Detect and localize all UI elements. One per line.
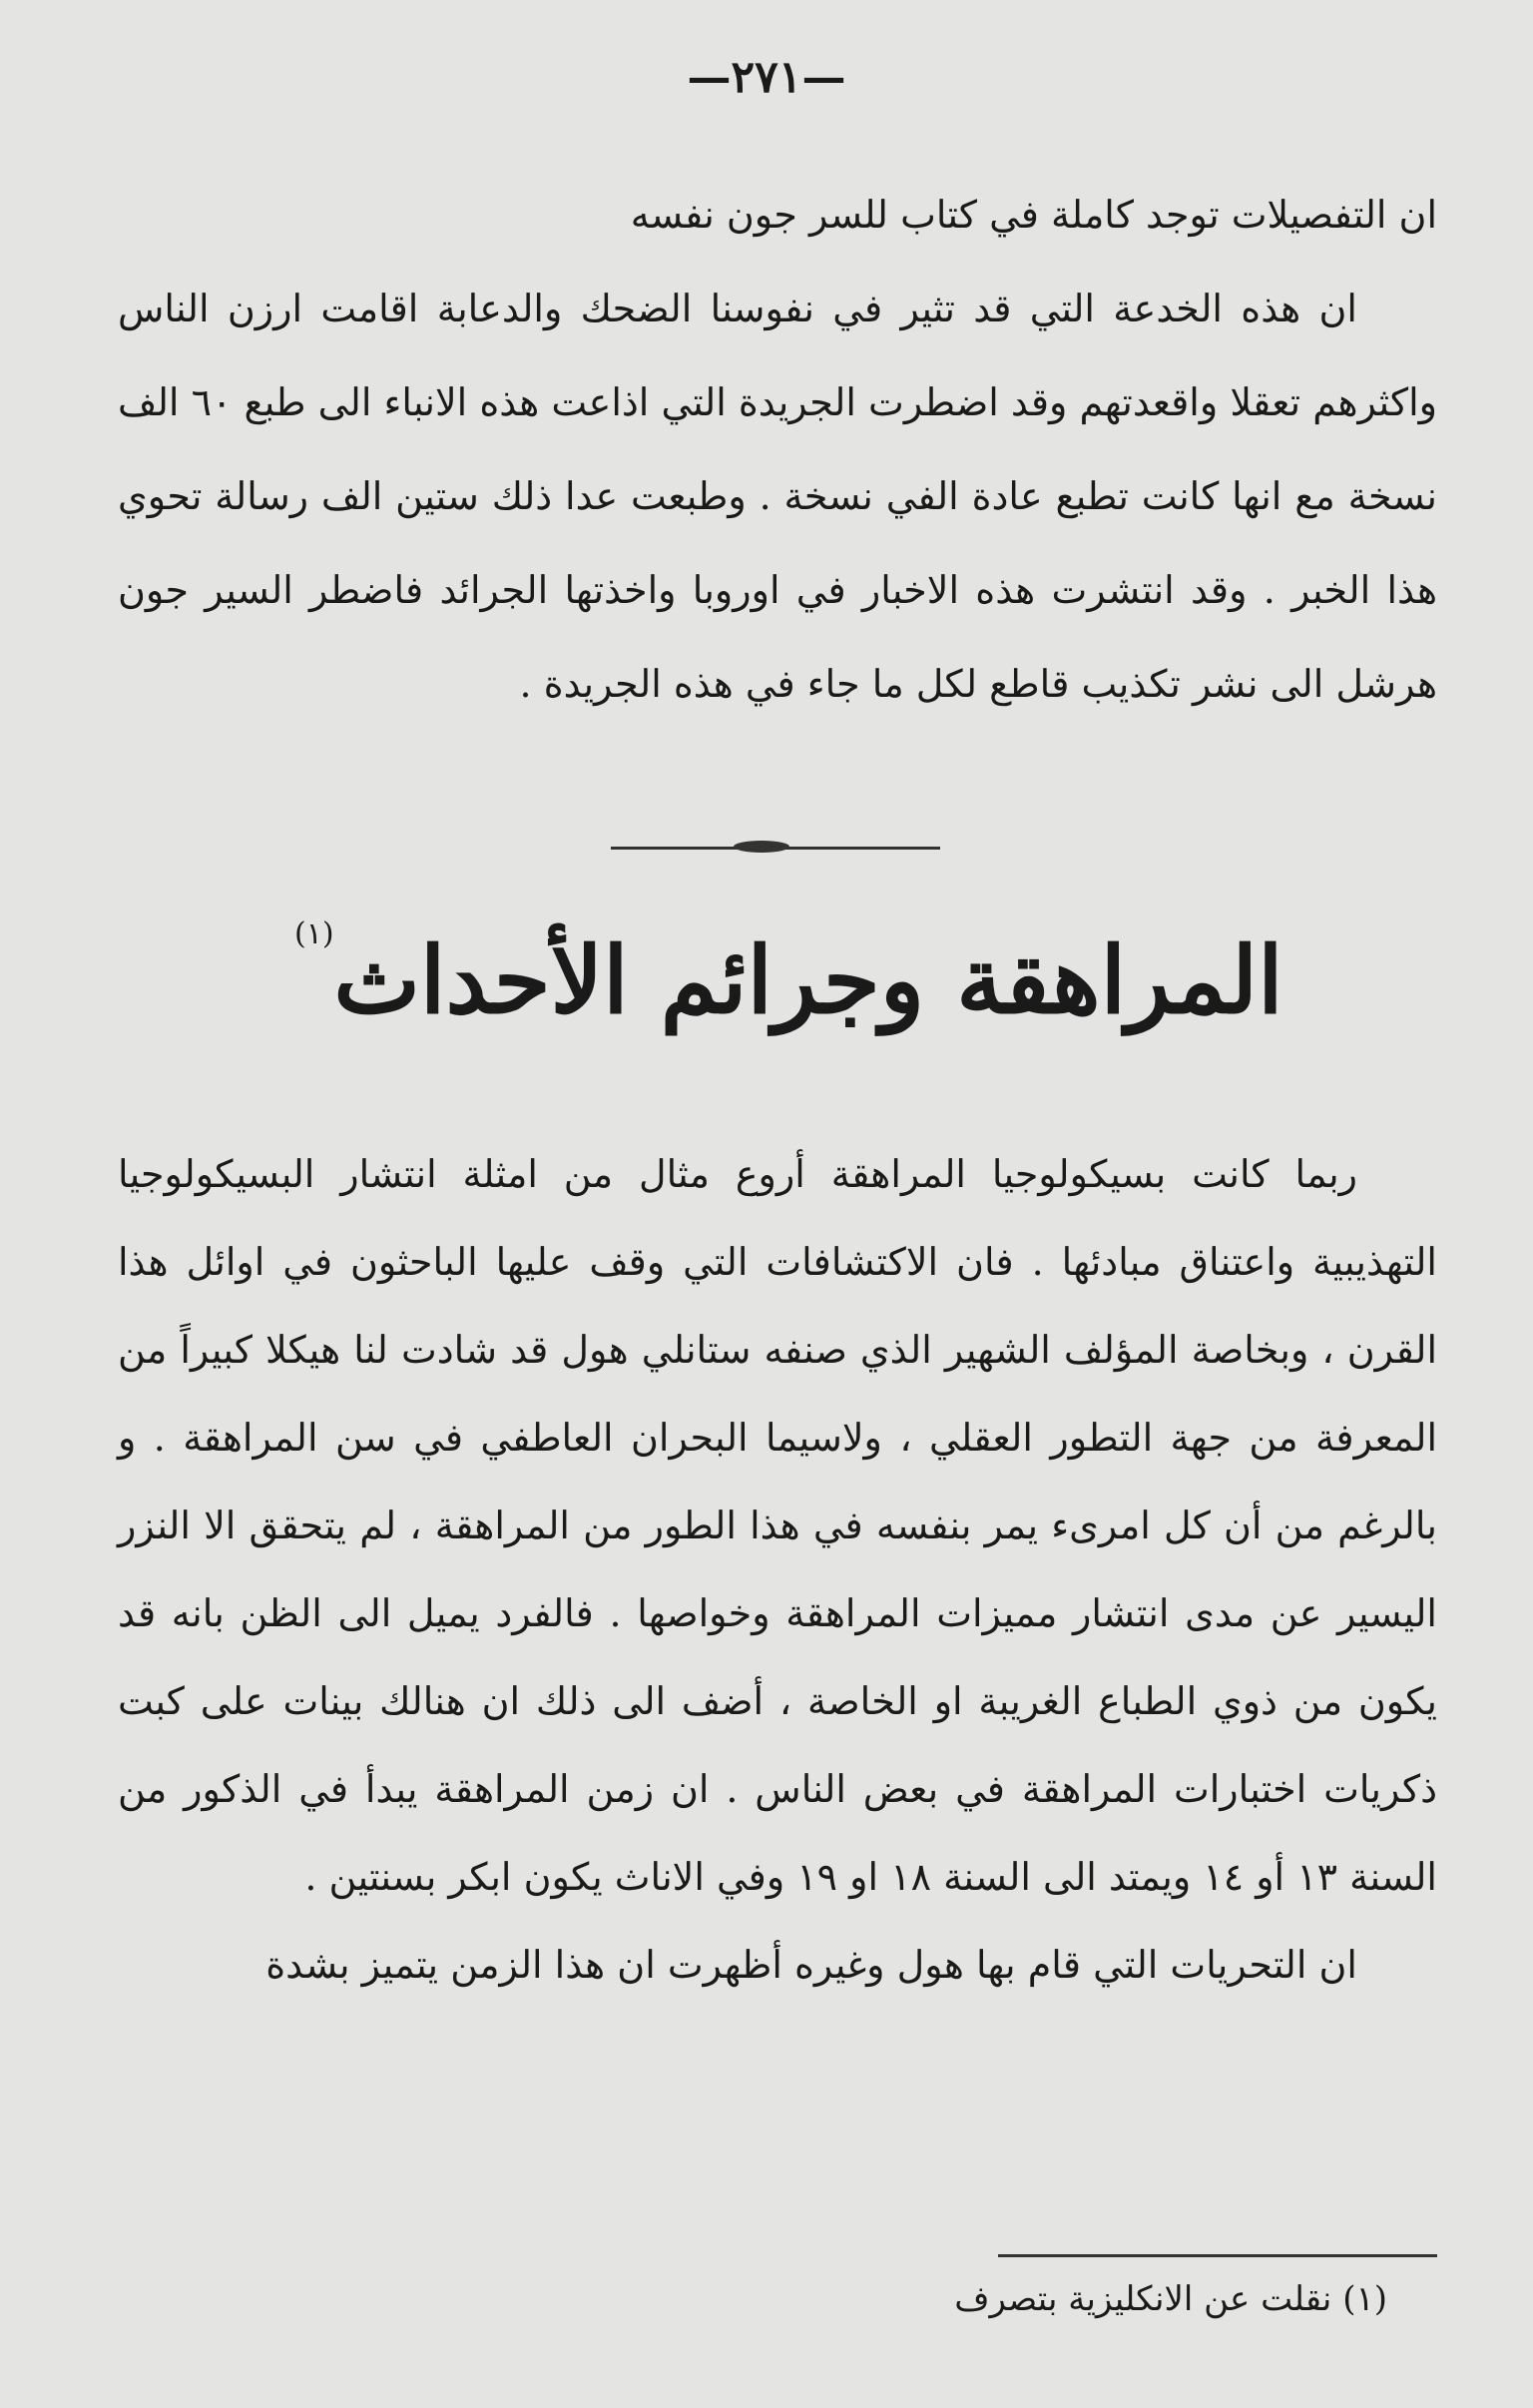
page-number: —٢٧١— [687, 52, 846, 103]
title-footnote-marker: (١) [294, 916, 334, 951]
paragraph-hoax: ان هذه الخدعة التي قد تثير في نفوسنا الضحك والدعابة اقامت ارزن الناس واكثرهم تعقلا واقعدتهم وقد اضطرت الجريدة التي اذاعت هذه الانباء الى طبع ٦٠ الف نسخة مع انها كانت تطبع عادة الفي نسخة . وطبعت عدا ذلك ستين الف رسالة تحوي هذا الخبر . وقد انتشرت هذه الاخبار في اوروبا واخذتها الجرائد فاضطر السير جون هرشل الى نشر تكذيب قاطع لكل ما جاء في هذه الجريدة . [118, 287, 1437, 706]
footnote: (١) نقلت عن الانكليزية بتصرف [954, 2279, 1387, 2319]
main-text-block [118, 1130, 1437, 2009]
top-text-block [118, 168, 1437, 731]
section-title: المراهقة وجرائم الأحداث [333, 926, 1283, 1034]
section-divider-ornament [734, 841, 789, 853]
paragraph-investigations: ان التحريات التي قام بها هول وغيره أظهرت ان هذا الزمن يتميز بشدة [265, 1943, 1357, 1987]
footnote-rule [998, 2254, 1437, 2257]
paragraph-adolescence: ربما كانت بسيكولوجيا المراهقة أروع مثال من امثلة انتشار البسيكولوجيا التهذيبية واعتناق مبادئها . فان الاكتشافات التي وقف عليها الباحثون في اوائل هذا القرن ، وبخاصة المؤلف الشهير الذي صنفه ستانلي هول قد شادت لنا هيكلا كبيراً من المعرفة من جهة التطور العقلي ، ولاسيما البحران العاطفي في سن المراهقة . و بالرغم من أن كل امرىء يمر بنفسه في هذا الطور من المراهقة ، لم يتحقق الا النزر اليسير عن مدى انتشار مميزات المراهقة وخواصها . فالفرد يميل الى الظن بانه قد يكون من ذوي الطباع الغريبة او الخاصة ، أضف الى ذلك ان هنالك بينات على كبت ذكريات اختبارات المراهقة في بعض الناس . ان زمن المراهقة يبدأ في الذكور من السنة ١٣ أو ١٤ ويمتد الى السنة ١٨ او ١٩ وفي الاناث يكون ابكر بسنتين . [118, 1152, 1438, 1899]
paragraph-continuation: ان التفصيلات توجد كاملة في كتاب للسر جون نفسه [630, 193, 1437, 237]
